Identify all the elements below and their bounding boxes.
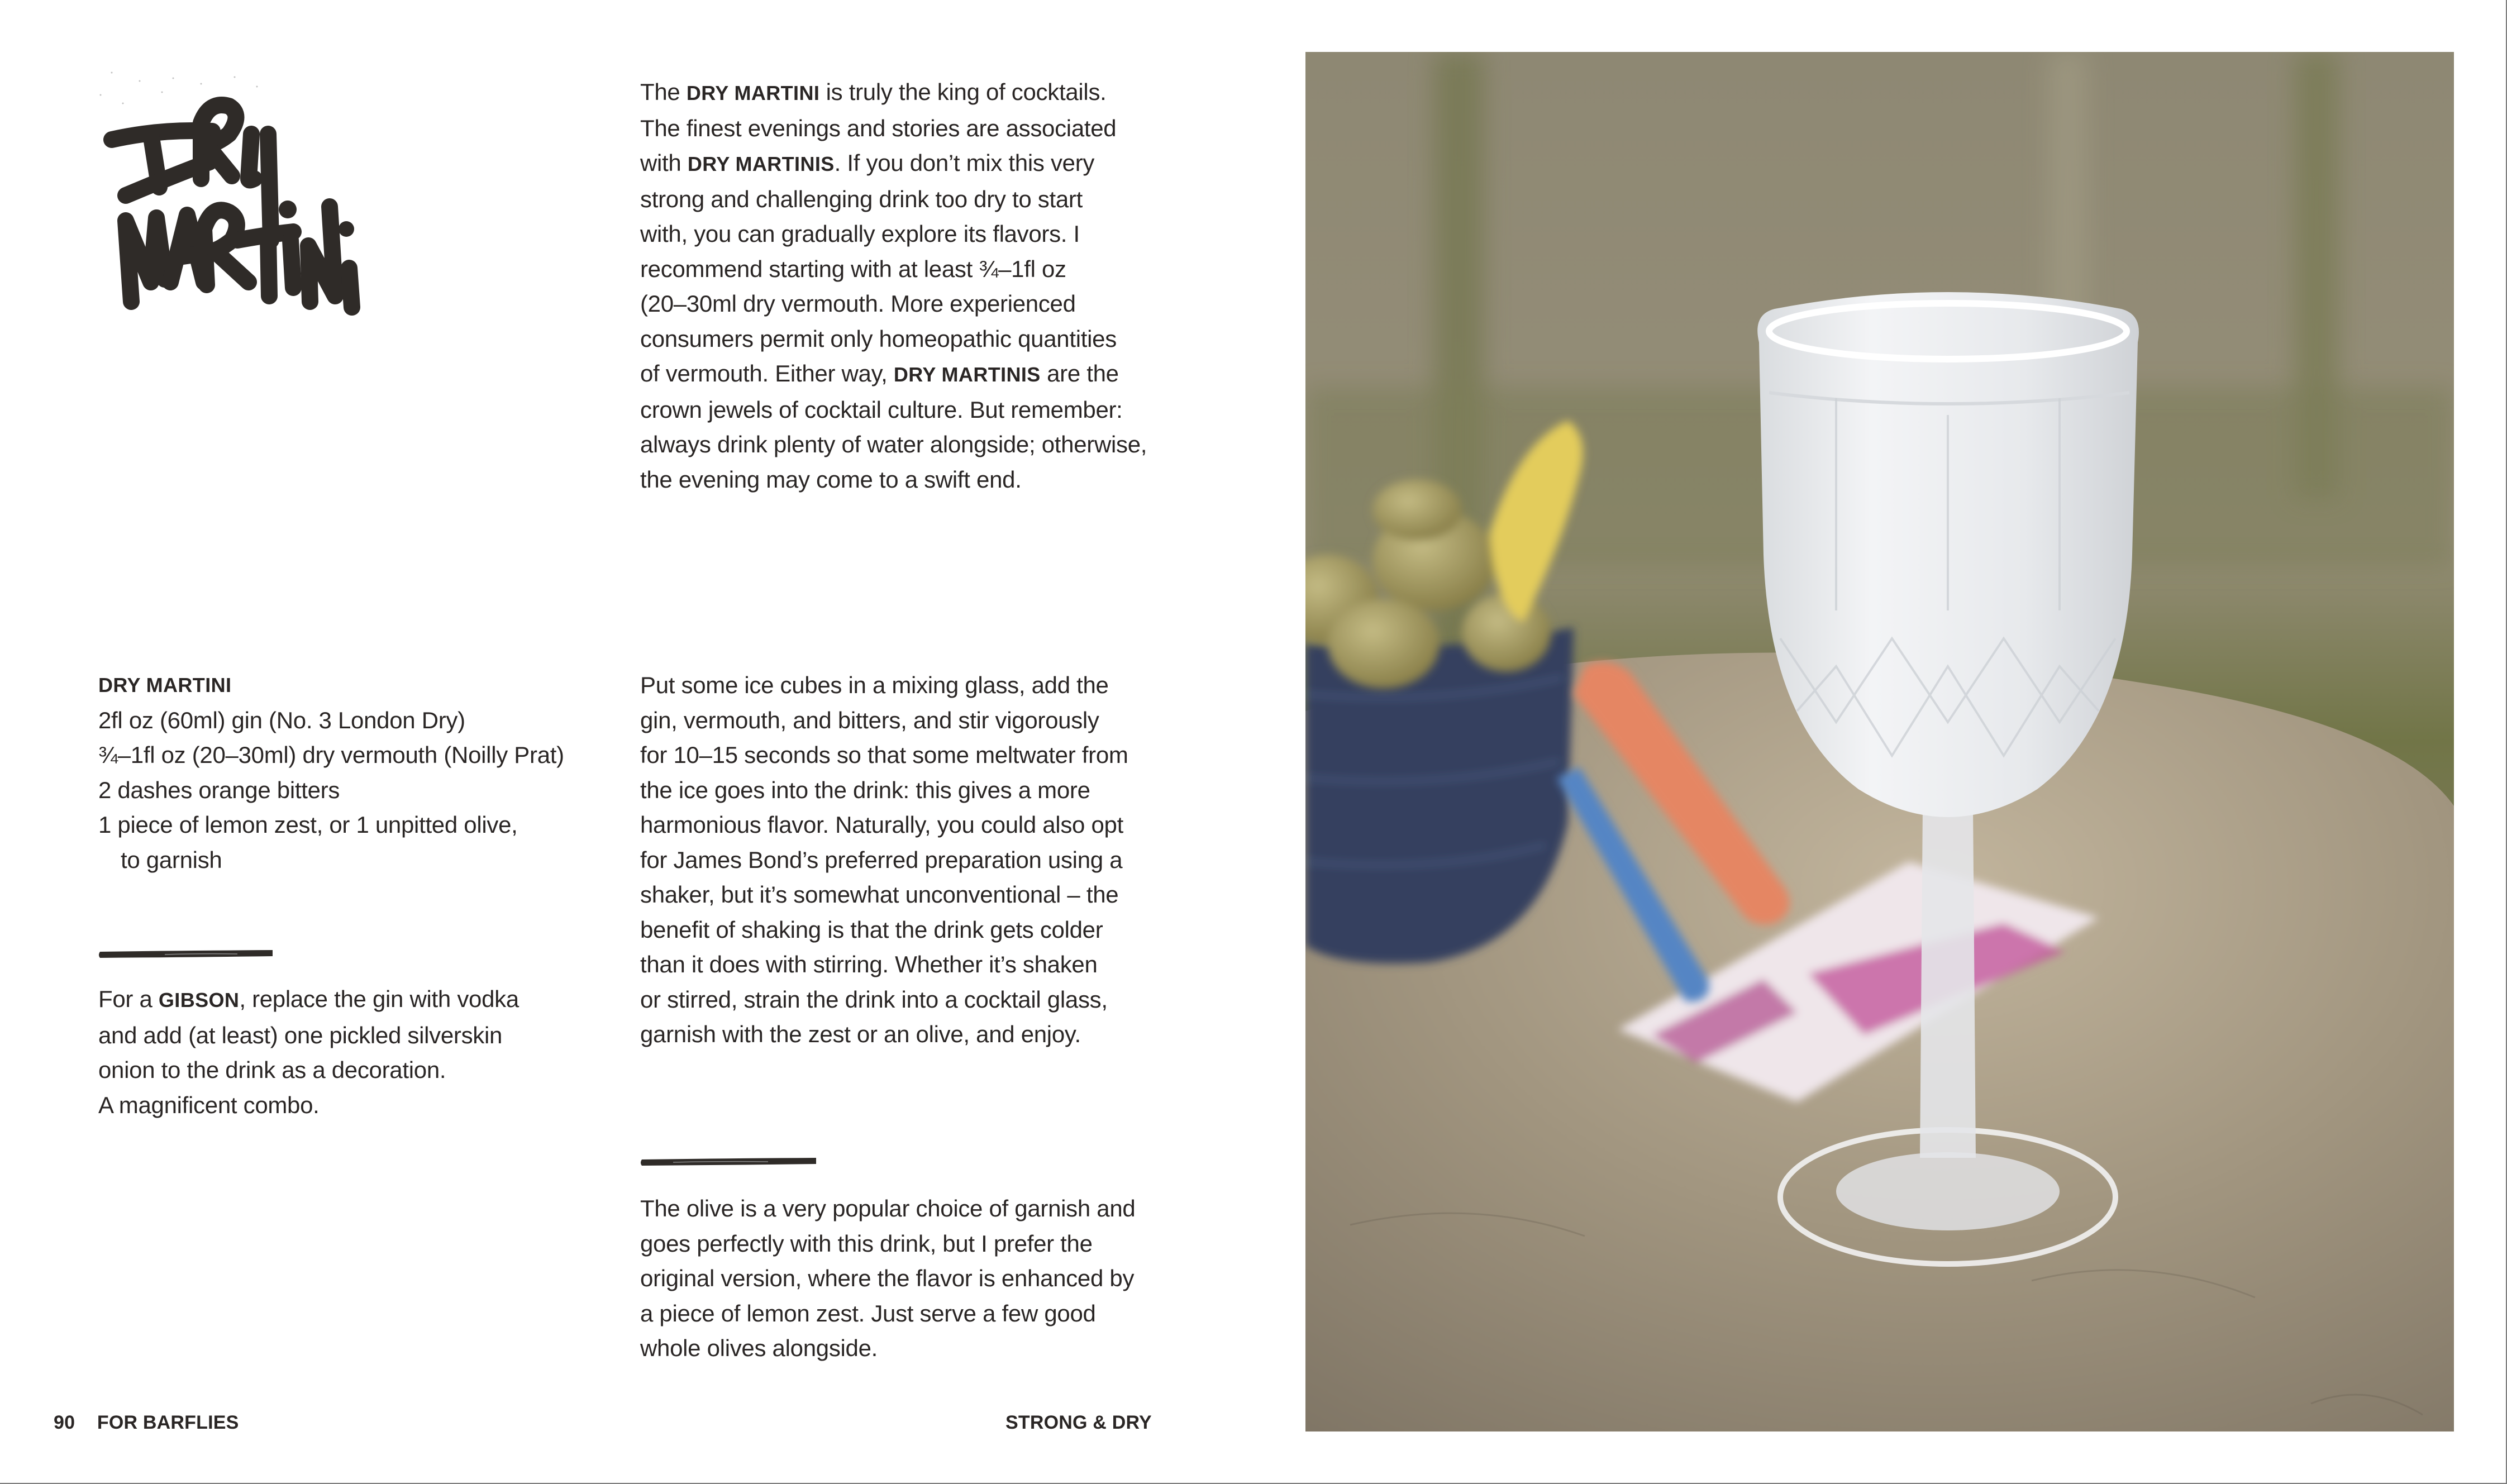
intro-line: The DRY MARTINI is truly the king of cocktails. xyxy=(640,79,1107,105)
method-line: garnish with the zest or an olive, and enjoy. xyxy=(640,1021,1081,1047)
olive-note xyxy=(640,1191,1176,1366)
ingredient-item: to garnish xyxy=(121,846,222,873)
gibson-note xyxy=(98,982,601,1123)
footer-left xyxy=(54,1412,239,1434)
ingredient-item: 1 piece of lemon zest, or 1 unpitted olive, xyxy=(98,812,518,838)
intro-line: always drink plenty of water alongside; otherwise, xyxy=(640,431,1147,457)
section-title-right: STRONG & DRY xyxy=(1005,1412,1152,1433)
martini-photo xyxy=(1305,52,2454,1431)
section-title-left: FOR BARFLIES xyxy=(97,1412,239,1433)
ingredient-item: 2 dashes orange bitters xyxy=(98,776,340,803)
intro-line: The finest evenings and stories are associated xyxy=(640,114,1117,141)
gibson-line: A magnificent combo. xyxy=(98,1091,320,1118)
intro-line: of vermouth. Either way, DRY MARTINIS are the xyxy=(640,360,1119,386)
recipe-ingredients xyxy=(98,668,601,877)
intro-paragraph xyxy=(640,75,1171,497)
ingredient-item: ¾–1fl oz (20–30ml) dry vermouth (Noilly Prat) xyxy=(98,742,564,768)
ingredient-item: 2fl oz (60ml) gin (No. 3 London Dry) xyxy=(98,707,465,733)
intro-line: with DRY MARTINIS. If you don’t mix this very xyxy=(640,150,1095,176)
footer-right xyxy=(1005,1412,1152,1434)
method-line: or stirred, strain the drink into a cocktail glass, xyxy=(640,986,1108,1013)
method-line: for James Bond’s preferred preparation using a xyxy=(640,846,1123,873)
intro-line: strong and challenging drink too dry to start xyxy=(640,185,1083,212)
intro-line: recommend starting with at least ¾–1fl oz xyxy=(640,255,1066,282)
olive-line: The olive is a very popular choice of garnish and xyxy=(640,1195,1136,1221)
brush-divider-icon xyxy=(98,949,274,958)
method-paragraph xyxy=(640,668,1176,1052)
page-title xyxy=(89,61,547,318)
olive-line: goes perfectly with this drink, but I prefer the xyxy=(640,1230,1093,1257)
olive-line: original version, where the flavor is enhanced by xyxy=(640,1265,1135,1291)
method-line: gin, vermouth, and bitters, and stir vigorously xyxy=(640,707,1099,733)
gibson-line: onion to the drink as a decoration. xyxy=(98,1057,446,1083)
intro-line: the evening may come to a swift end. xyxy=(640,466,1022,493)
method-line: than it does with stirring. Whether it’s shaken xyxy=(640,951,1098,977)
intro-line: consumers permit only homeopathic quantities xyxy=(640,325,1117,352)
method-line: benefit of shaking is that the drink gets colder xyxy=(640,916,1103,943)
olive-line: a piece of lemon zest. Just serve a few good xyxy=(640,1300,1096,1326)
method-line: for 10–15 seconds so that some meltwater from xyxy=(640,742,1128,768)
gibson-line: and add (at least) one pickled silverskin xyxy=(98,1022,503,1048)
method-line: harmonious flavor. Naturally, you could also opt xyxy=(640,812,1123,838)
intro-line: (20–30ml dry vermouth. More experienced xyxy=(640,290,1076,317)
method-line: Put some ice cubes in a mixing glass, add the xyxy=(640,672,1109,698)
method-line: shaker, but it’s somewhat unconventional – the xyxy=(640,881,1119,908)
brush-lettering-icon xyxy=(89,61,547,318)
intro-line: with, you can gradually explore its flavors. I xyxy=(640,221,1080,247)
brush-divider-icon xyxy=(640,1157,817,1166)
gibson-line: For a GIBSON, replace the gin with vodka xyxy=(98,986,519,1012)
photo-illustration-icon xyxy=(1305,52,2454,1431)
recipe-heading: DRY MARTINI xyxy=(98,674,232,696)
method-line: the ice goes into the drink: this gives a more xyxy=(640,776,1090,803)
olive-line: whole olives alongside. xyxy=(640,1335,878,1361)
intro-line: crown jewels of cocktail culture. But remember: xyxy=(640,396,1123,423)
page-number: 90 xyxy=(54,1412,75,1433)
